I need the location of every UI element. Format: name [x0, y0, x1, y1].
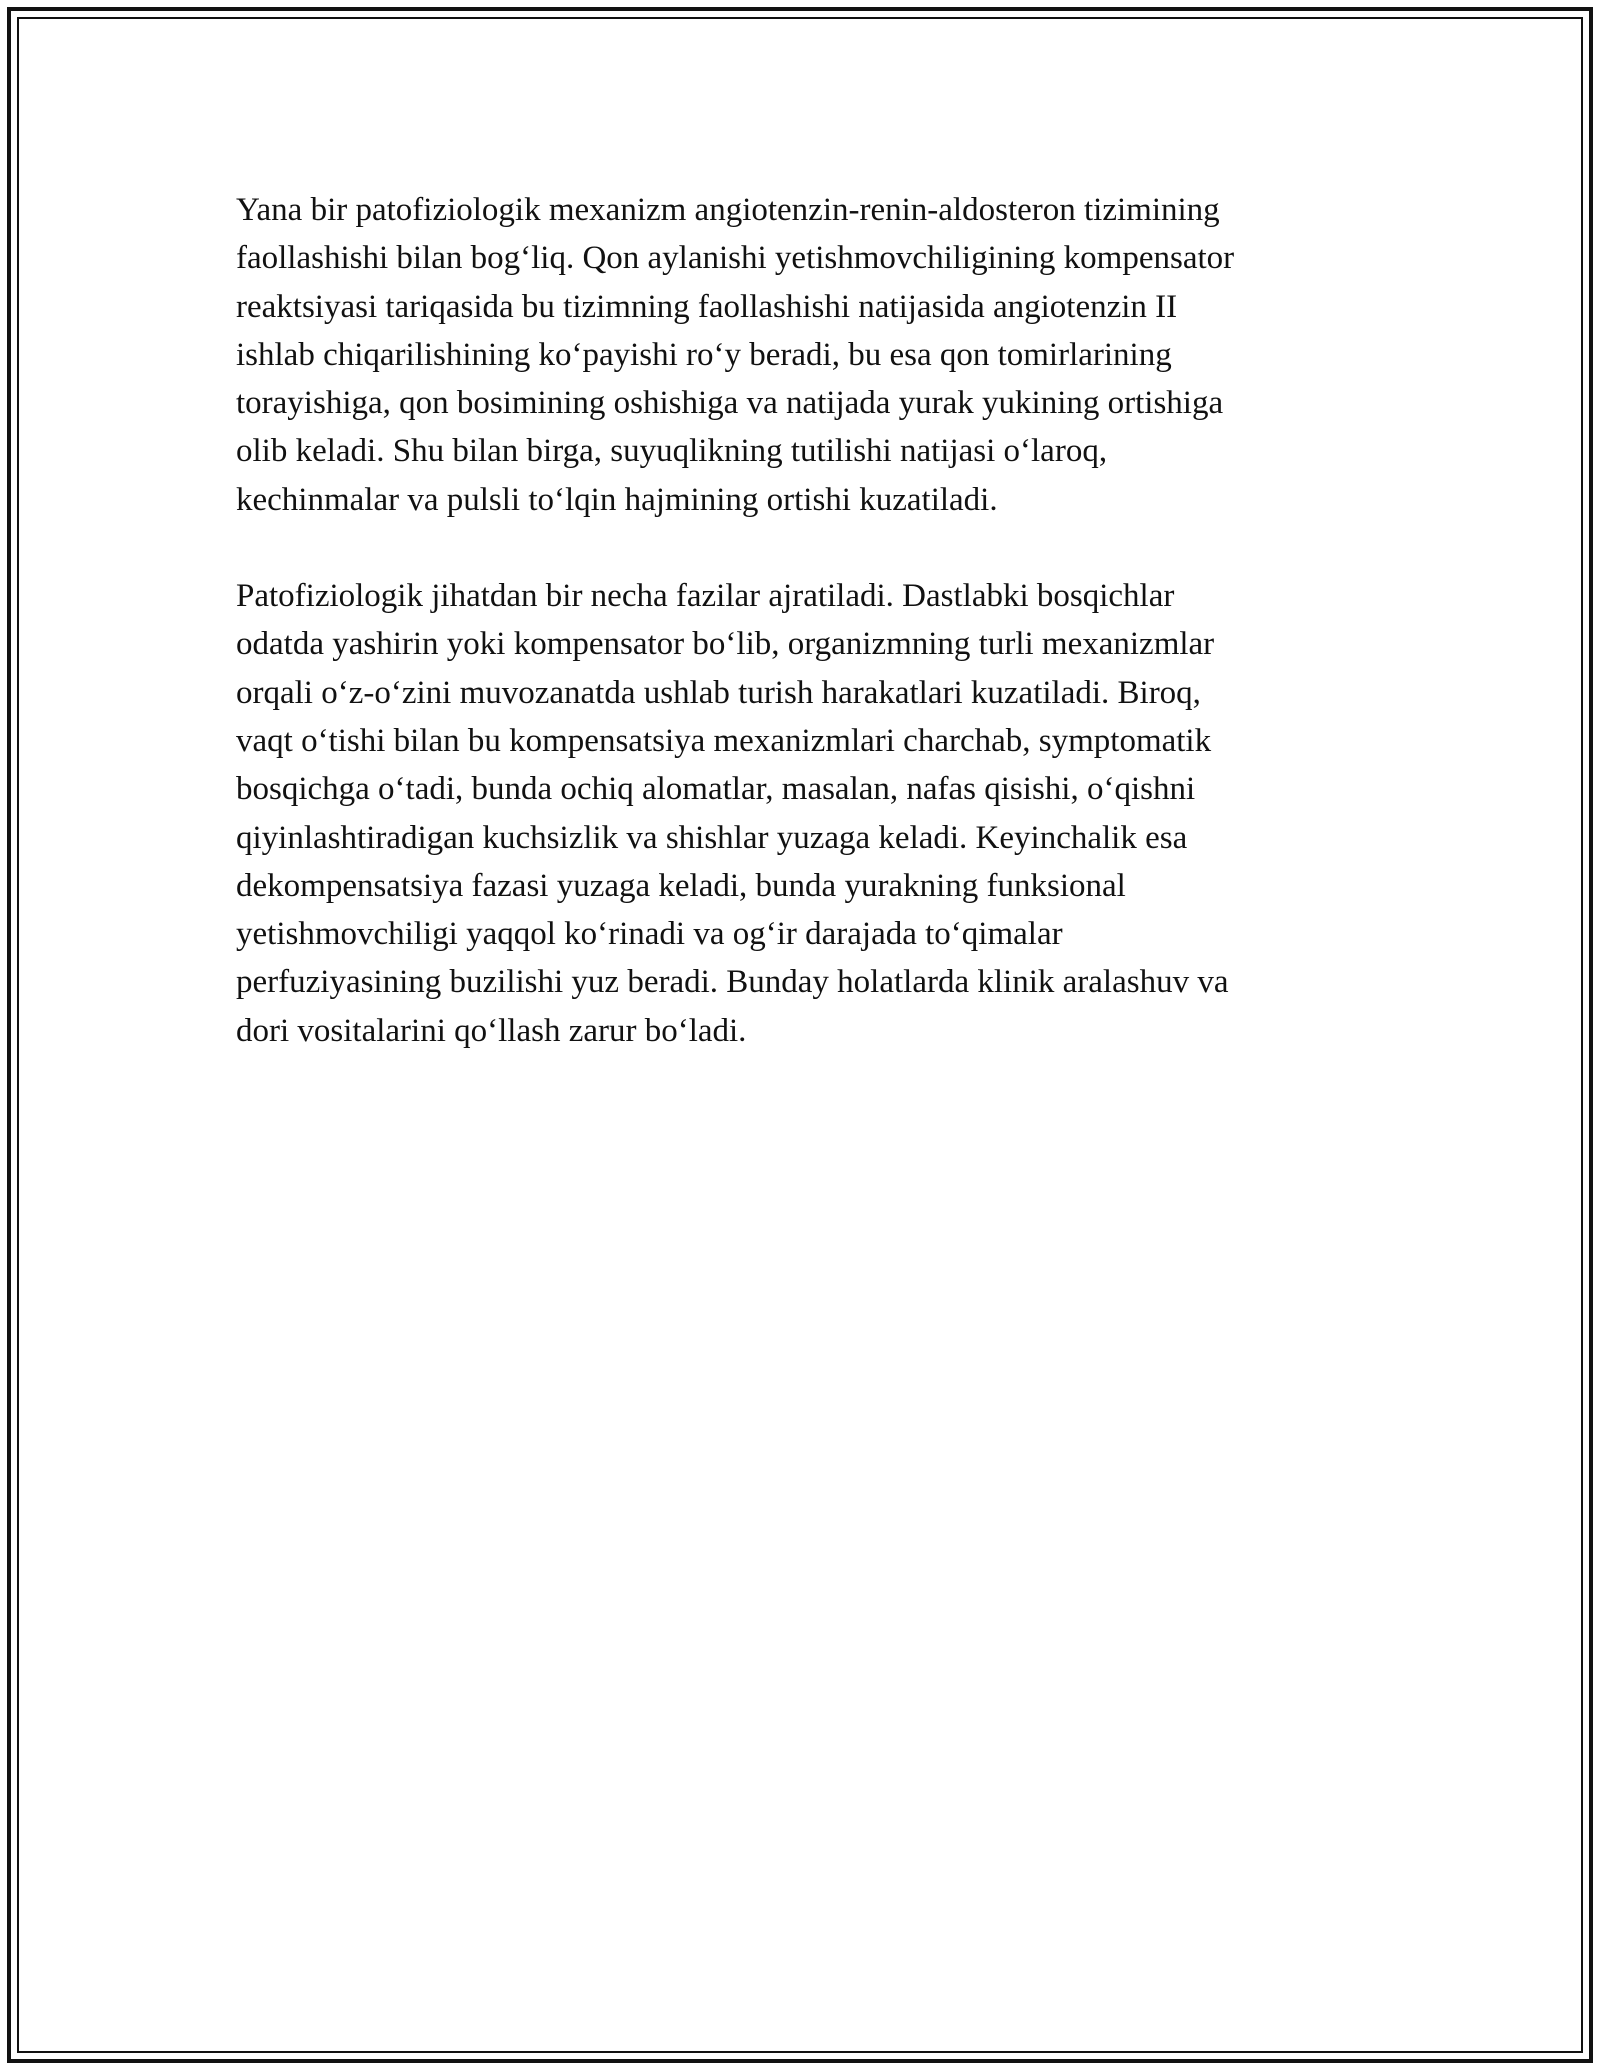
- document-body: [236, 186, 1366, 1103]
- text-line: kechinmalar va pulsli to‘lqin hajmining ortishi kuzatiladi.: [236, 481, 998, 518]
- paragraph-1: [236, 186, 1366, 524]
- text-line: dori vositalarini qo‘llash zarur bo‘ladi.: [236, 1012, 747, 1049]
- paragraph-2: [236, 572, 1366, 1055]
- text-line: ishlab chiqarilishining ko‘payishi ro‘y beradi, bu esa qon tomirlarining: [236, 336, 1172, 373]
- text-line: Patofiziologik jihatdan bir necha fazilar ajratiladi. Dastlabki bosqichlar: [236, 578, 1175, 615]
- text-line: bosqichga o‘tadi, bunda ochiq alomatlar, masalan, nafas qisishi, o‘qishni: [236, 771, 1196, 808]
- text-line: torayishiga, qon bosimining oshishiga va natijada yurak yukining ortishiga: [236, 385, 1224, 422]
- text-line: odatda yashirin yoki kompensator bo‘lib, organizmning turli mexanizmlar: [236, 626, 1215, 663]
- text-line: Yana bir patofiziologik mexanizm angiotenzin-renin-aldosteron tizimining: [236, 192, 1220, 228]
- text-line: yetishmovchiligi yaqqol ko‘rinadi va og‘ir darajada to‘qimalar: [236, 916, 1063, 953]
- text-line: orqali o‘z-o‘zini muvozanatda ushlab turish harakatlari kuzatiladi. Biroq,: [236, 674, 1201, 711]
- text-line: olib keladi. Shu bilan birga, suyuqlikning tutilishi natijasi o‘laroq,: [236, 433, 1108, 470]
- text-line: perfuziyasining buzilishi yuz beradi. Bunday holatlarda klinik aralashuv va: [236, 964, 1229, 1001]
- text-line: reaktsiyasi tariqasida bu tizimning faollashishi natijasida angiotenzin II: [236, 288, 1178, 325]
- text-line: dekompensatsiya fazasi yuzaga keladi, bunda yurakning funksional: [236, 867, 1126, 904]
- text-line: vaqt o‘tishi bilan bu kompensatsiya mexanizmlari charchab, symptomatik: [236, 722, 1212, 759]
- text-line: faollashishi bilan bog‘liq. Qon aylanishi yetishmovchiligining kompensator: [236, 240, 1235, 277]
- text-line: qiyinlashtiradigan kuchsizlik va shishlar yuzaga keladi. Keyinchalik esa: [236, 819, 1188, 856]
